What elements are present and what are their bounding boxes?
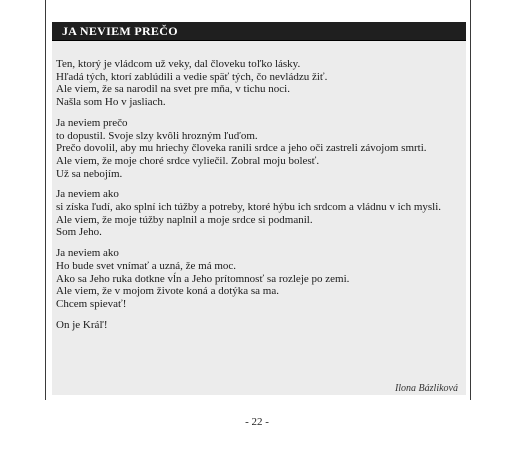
left-margin-rule [45, 0, 46, 400]
poem-line: Chcem spievať! [56, 297, 127, 310]
stanza-3 [56, 188, 464, 239]
poem-box [52, 22, 466, 395]
author-signature: Ilona Bázliková [394, 383, 458, 394]
poem-line: si získa ľudí, ako splní ich túžby a potreby, ktoré hýbu ich srdcom a vládnu v ich mysli. [56, 201, 442, 214]
poem-line: Ja neviem ako [56, 247, 119, 260]
poem-line: Ja neviem prečo [56, 116, 128, 129]
poem-title: JA NEVIEM PREČO [62, 24, 178, 38]
poem-line: to dopustil. Svoje slzy kvôli hrozným ľuďom. [56, 129, 258, 142]
right-margin-rule [470, 0, 471, 400]
poem-body [56, 58, 464, 331]
poem-line: Ale viem, že moje túžby naplnil a moje srdce si podmanil. [56, 213, 313, 226]
stanza-1 [56, 58, 464, 109]
poem-line: Ale viem, že sa narodil na svet pre mňa, v tichu noci. [56, 83, 290, 96]
page-number: - 22 - [245, 416, 269, 428]
poem-line: Našla som Ho v jasliach. [56, 96, 166, 109]
poem-line: Ako sa Jeho ruka dotkne vĺn a Jeho prítomnosť sa rozleje po zemi. [56, 272, 350, 285]
stanza-4 [56, 247, 464, 311]
stanza-2 [56, 117, 464, 181]
poem-line: Som Jeho. [56, 226, 102, 239]
poem-line: Ale viem, že moje choré srdce vyliečil. Zobral moju bolesť. [56, 154, 320, 167]
poem-line: Ten, ktorý je vládcom už veky, dal človeku toľko lásky. [56, 58, 301, 70]
title-bar [52, 22, 466, 41]
poem-line: Prečo dovolil, aby mu hriechy človeka ranili srdce a jeho oči zastreli závojom smrti. [56, 142, 427, 155]
poem-line: Hľadá tých, ktorí zablúdili a vedie späť tých, čo nevládzu žiť. [56, 70, 328, 83]
closing-line: On je Kráľ! [56, 318, 108, 331]
poem-line: Ho bude svet vnímať a uzná, že má moc. [56, 259, 237, 272]
poem-line: Už sa nebojím. [56, 167, 123, 180]
poem-line: Ale viem, že v mojom živote koná a dotýka sa ma. [56, 285, 279, 298]
poem-line: Ja neviem ako [56, 188, 119, 201]
